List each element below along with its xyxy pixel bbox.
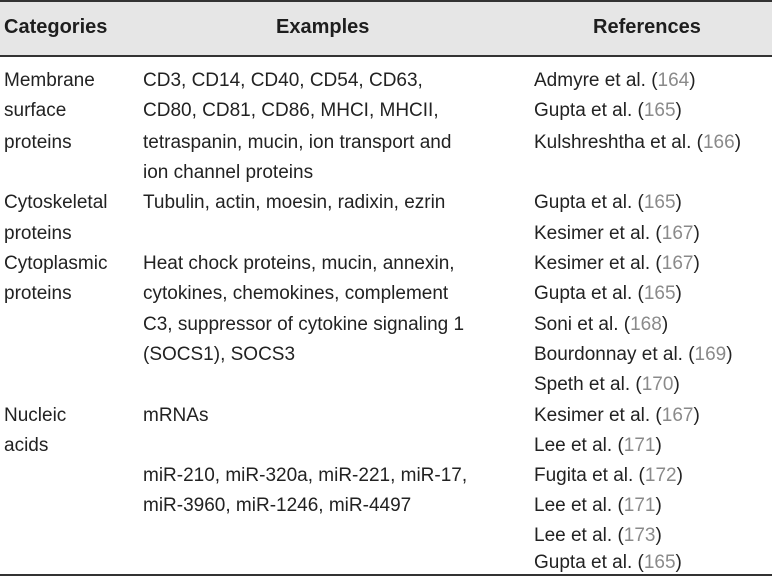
reference-number[interactable]: 170 xyxy=(641,374,674,395)
reference-number[interactable]: 171 xyxy=(623,495,656,516)
reference-text: Lee et al. ( xyxy=(534,525,624,546)
reference-close: ) xyxy=(673,374,680,395)
reference-close: ) xyxy=(693,223,700,244)
examples-line: Tubulin, actin, moesin, radixin, ezrin xyxy=(143,192,446,213)
reference-line xyxy=(534,128,741,158)
reference-line xyxy=(534,491,662,521)
reference-text: Kesimer et al. ( xyxy=(534,253,662,274)
reference-close: ) xyxy=(655,495,662,516)
reference-text: Lee et al. ( xyxy=(534,435,624,456)
top-rule xyxy=(0,0,772,2)
examples-line: CD3, CD14, CD40, CD54, CD63, xyxy=(143,70,423,91)
reference-line xyxy=(534,249,700,279)
category-line: acids xyxy=(4,435,49,456)
reference-line xyxy=(534,521,662,551)
reference-line xyxy=(534,310,668,340)
examples-line: cytokines, chemokines, complement xyxy=(143,283,449,304)
reference-close: ) xyxy=(675,192,682,213)
examples-line: C3, suppressor of cytokine signaling 1 xyxy=(143,314,465,335)
reference-number[interactable]: 171 xyxy=(623,435,656,456)
reference-line xyxy=(534,370,680,400)
reference-line xyxy=(534,219,700,249)
reference-number[interactable]: 167 xyxy=(661,223,694,244)
reference-close: ) xyxy=(675,100,682,121)
header-rule xyxy=(0,55,772,57)
header-examples: Examples xyxy=(276,16,370,38)
reference-number[interactable]: 168 xyxy=(630,314,662,335)
reference-text: Fugita et al. ( xyxy=(534,465,645,486)
reference-number[interactable]: 166 xyxy=(702,132,735,153)
examples-line: ion channel proteins xyxy=(143,162,314,183)
reference-number[interactable]: 164 xyxy=(657,70,690,91)
examples-line: miR-210, miR-320a, miR-221, miR-17, xyxy=(143,465,468,486)
examples-line: tetraspanin, mucin, ion transport and xyxy=(143,132,452,153)
reference-close: ) xyxy=(693,405,700,426)
reference-number[interactable]: 172 xyxy=(644,465,677,486)
examples-line: CD80, CD81, CD86, MHCI, MHCII, xyxy=(143,100,439,121)
reference-number[interactable]: 165 xyxy=(643,283,676,304)
examples-line: miR-3960, miR-1246, miR-4497 xyxy=(143,495,412,516)
category-line: Cytoplasmic xyxy=(4,253,108,274)
reference-text: Soni et al. ( xyxy=(534,314,631,335)
reference-close: ) xyxy=(675,552,682,573)
reference-close: ) xyxy=(675,283,682,304)
reference-number[interactable]: 165 xyxy=(643,552,676,573)
header-categories: Categories xyxy=(4,16,108,38)
reference-line xyxy=(534,66,696,96)
reference-number[interactable]: 165 xyxy=(643,192,676,213)
reference-line xyxy=(534,461,683,491)
category-line: Membrane xyxy=(4,70,95,91)
reference-line xyxy=(534,96,682,126)
reference-close: ) xyxy=(726,344,733,365)
examples-line: (SOCS1), SOCS3 xyxy=(143,344,296,365)
reference-close: ) xyxy=(655,525,662,546)
reference-close: ) xyxy=(655,435,662,456)
category-line: Cytoskeletal xyxy=(4,192,108,213)
examples-line: mRNAs xyxy=(143,405,209,426)
category-line: Nucleic xyxy=(4,405,67,426)
reference-number[interactable]: 165 xyxy=(643,100,676,121)
reference-text: Lee et al. ( xyxy=(534,495,624,516)
category-line: proteins xyxy=(4,283,72,304)
category-line: proteins xyxy=(4,223,72,244)
reference-text: Gupta et al. ( xyxy=(534,100,644,121)
reference-text: Kulshreshtha et al. ( xyxy=(534,132,703,153)
reference-text: Bourdonnay et al. ( xyxy=(534,344,695,365)
reference-close: ) xyxy=(661,314,669,335)
examples-line: Heat chock proteins, mucin, annexin, xyxy=(143,253,455,274)
reference-text: Admyre et al. ( xyxy=(534,70,658,91)
reference-line xyxy=(534,340,733,370)
reference-line xyxy=(534,401,700,431)
reference-line xyxy=(534,188,682,218)
reference-text: Speth et al. ( xyxy=(534,374,642,395)
reference-line xyxy=(534,279,682,309)
category-line: surface xyxy=(4,100,67,121)
reference-text: Gupta et al. ( xyxy=(534,552,644,573)
reference-text: Kesimer et al. ( xyxy=(534,405,662,426)
reference-text: Kesimer et al. ( xyxy=(534,223,662,244)
header-references: References xyxy=(593,16,701,38)
reference-text: Gupta et al. ( xyxy=(534,192,644,213)
reference-close: ) xyxy=(676,465,683,486)
reference-number[interactable]: 169 xyxy=(694,344,727,365)
reference-line xyxy=(534,431,662,461)
reference-close: ) xyxy=(689,70,696,91)
category-line: proteins xyxy=(4,132,72,153)
bottom-rule xyxy=(0,574,772,576)
reference-number[interactable]: 173 xyxy=(623,525,656,546)
reference-number[interactable]: 167 xyxy=(661,253,694,274)
reference-close: ) xyxy=(734,132,742,153)
reference-number[interactable]: 167 xyxy=(661,405,694,426)
reference-text: Gupta et al. ( xyxy=(534,283,644,304)
reference-close: ) xyxy=(693,253,700,274)
